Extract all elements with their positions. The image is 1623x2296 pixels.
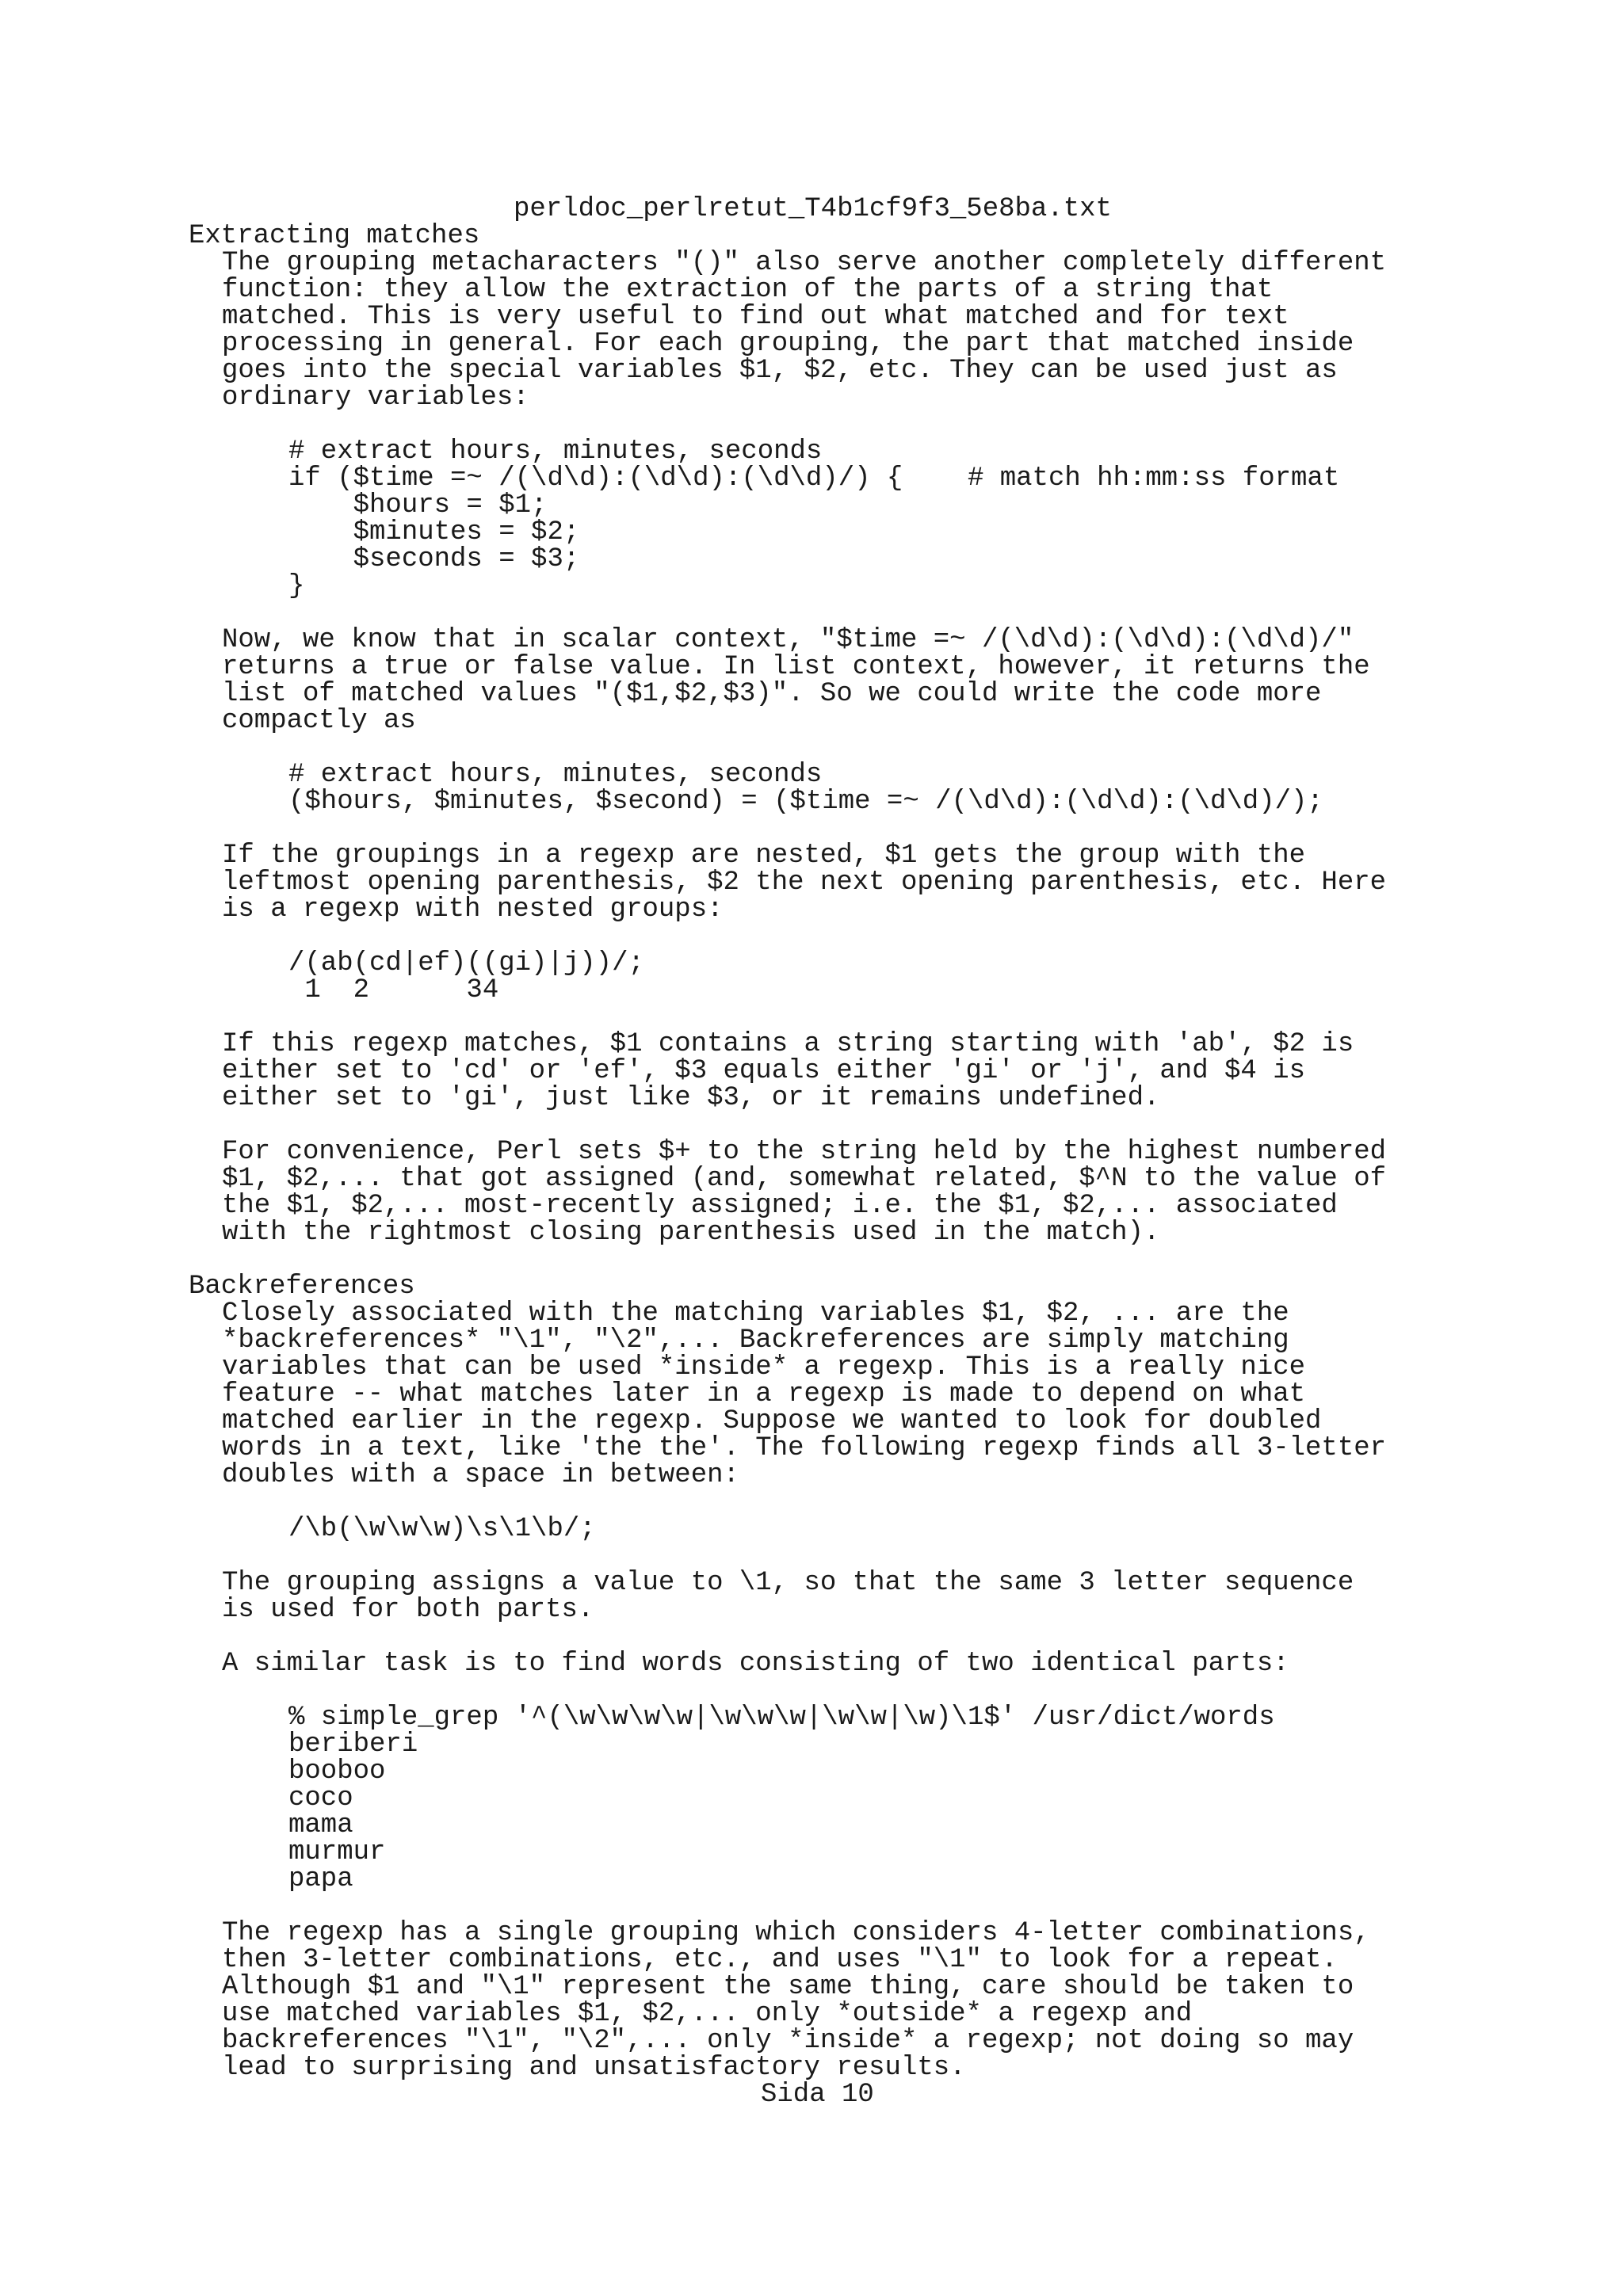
page-header-filename: perldoc_perlretut_T4b1cf9f3_5e8ba.txt: [514, 194, 1112, 224]
code-line: mama: [288, 1810, 353, 1840]
code-line: booboo: [288, 1756, 386, 1787]
paragraph-line: *backreferences* "\1", "\2",... Backreferences are simply matching: [222, 1325, 1289, 1356]
section-heading-backreferences: Backreferences: [189, 1272, 415, 1302]
paragraph-line: function: they allow the extraction of the parts of a string that: [222, 275, 1274, 305]
paragraph-line: compactly as: [222, 706, 416, 736]
page-footer-number: Sida 10: [761, 2080, 874, 2110]
paragraph-line: For convenience, Perl sets $+ to the string held by the highest numbered: [222, 1137, 1387, 1167]
paragraph-line: If this regexp matches, $1 contains a string starting with 'ab', $2 is: [222, 1029, 1354, 1059]
code-line: }: [288, 571, 305, 601]
code-line: ($hours, $minutes, $second) = ($time =~ /(\d\d):(\d\d):(\d\d)/);: [288, 787, 1323, 817]
paragraph-line: matched earlier in the regexp. Suppose we wanted to look for doubled: [222, 1406, 1322, 1436]
paragraph-line: doubles with a space in between:: [222, 1460, 739, 1490]
code-line: 1 2 34: [288, 975, 499, 1005]
paragraph-line: The regexp has a single grouping which considers 4-letter combinations,: [222, 1918, 1370, 1948]
paragraph-line: leftmost opening parenthesis, $2 the next opening parenthesis, etc. Here: [222, 868, 1387, 898]
paragraph-line: If the groupings in a regexp are nested, $1 gets the group with the: [222, 841, 1306, 871]
code-line: # extract hours, minutes, seconds: [288, 437, 823, 467]
paragraph-line: Closely associated with the matching variables $1, $2, ... are the: [222, 1299, 1289, 1329]
paragraph-line: A similar task is to find words consisting of two identical parts:: [222, 1649, 1289, 1679]
paragraph-line: use matched variables $1, $2,... only *outside* a regexp and: [222, 1999, 1193, 2029]
paragraph-line: The grouping assigns a value to \1, so that the same 3 letter sequence: [222, 1568, 1354, 1598]
paragraph-line: goes into the special variables $1, $2, etc. They can be used just as: [222, 356, 1338, 386]
paragraph-line: lead to surprising and unsatisfactory results.: [222, 2053, 966, 2083]
paragraph-line: matched. This is very useful to find out what matched and for text: [222, 302, 1289, 332]
code-line: /(ab(cd|ef)((gi)|j))/;: [288, 948, 644, 978]
paragraph-line: feature -- what matches later in a regexp is made to depend on what: [222, 1379, 1306, 1409]
code-line: murmur: [288, 1837, 386, 1867]
paragraph-line: Now, we know that in scalar context, "$time =~ /(\d\d):(\d\d):(\d\d)/": [222, 625, 1354, 655]
code-line: papa: [288, 1864, 353, 1894]
paragraph-line: is used for both parts.: [222, 1595, 594, 1625]
paragraph-line: is a regexp with nested groups:: [222, 894, 724, 925]
code-line: $seconds = $3;: [288, 544, 580, 574]
paragraph-line: $1, $2,... that got assigned (and, somewhat related, $^N to the value of: [222, 1164, 1387, 1194]
code-line: # extract hours, minutes, seconds: [288, 760, 823, 790]
paragraph-line: ordinary variables:: [222, 383, 529, 413]
code-line: if ($time =~ /(\d\d):(\d\d):(\d\d)/) { # match hh:mm:ss format: [288, 463, 1340, 494]
paragraph-line: words in a text, like 'the the'. The following regexp finds all 3-letter: [222, 1433, 1387, 1463]
paragraph-line: processing in general. For each grouping, the part that matched inside: [222, 329, 1354, 359]
paragraph-line: Although $1 and "\1" represent the same thing, care should be taken to: [222, 1972, 1354, 2002]
code-line: coco: [288, 1783, 353, 1814]
paragraph-line: returns a true or false value. In list context, however, it returns the: [222, 652, 1370, 682]
section-heading-extracting: Extracting matches: [189, 221, 480, 251]
paragraph-line: then 3-letter combinations, etc., and uses "\1" to look for a repeat.: [222, 1945, 1338, 1975]
code-line: /\b(\w\w\w)\s\1\b/;: [288, 1514, 596, 1544]
paragraph-line: The grouping metacharacters "()" also serve another completely different: [222, 248, 1387, 278]
paragraph-line: either set to 'gi', just like $3, or it remains undefined.: [222, 1083, 1160, 1113]
code-line: $minutes = $2;: [288, 517, 580, 547]
code-line: beriberi: [288, 1730, 418, 1760]
code-line: % simple_grep '^(\w\w\w\w|\w\w\w|\w\w|\w)\1$' /usr/dict/words: [288, 1703, 1275, 1733]
paragraph-line: the $1, $2,... most-recently assigned; i.e. the $1, $2,... associated: [222, 1191, 1338, 1221]
paragraph-line: either set to 'cd' or 'ef', $3 equals either 'gi' or 'j', and $4 is: [222, 1056, 1306, 1086]
paragraph-line: variables that can be used *inside* a regexp. This is a really nice: [222, 1352, 1306, 1383]
code-line: $hours = $1;: [288, 490, 548, 521]
paragraph-line: list of matched values "($1,$2,$3)". So we could write the code more: [222, 679, 1322, 709]
paragraph-line: backreferences "\1", "\2",... only *inside* a regexp; not doing so may: [222, 2026, 1354, 2056]
paragraph-line: with the rightmost closing parenthesis used in the match).: [222, 1218, 1160, 1248]
